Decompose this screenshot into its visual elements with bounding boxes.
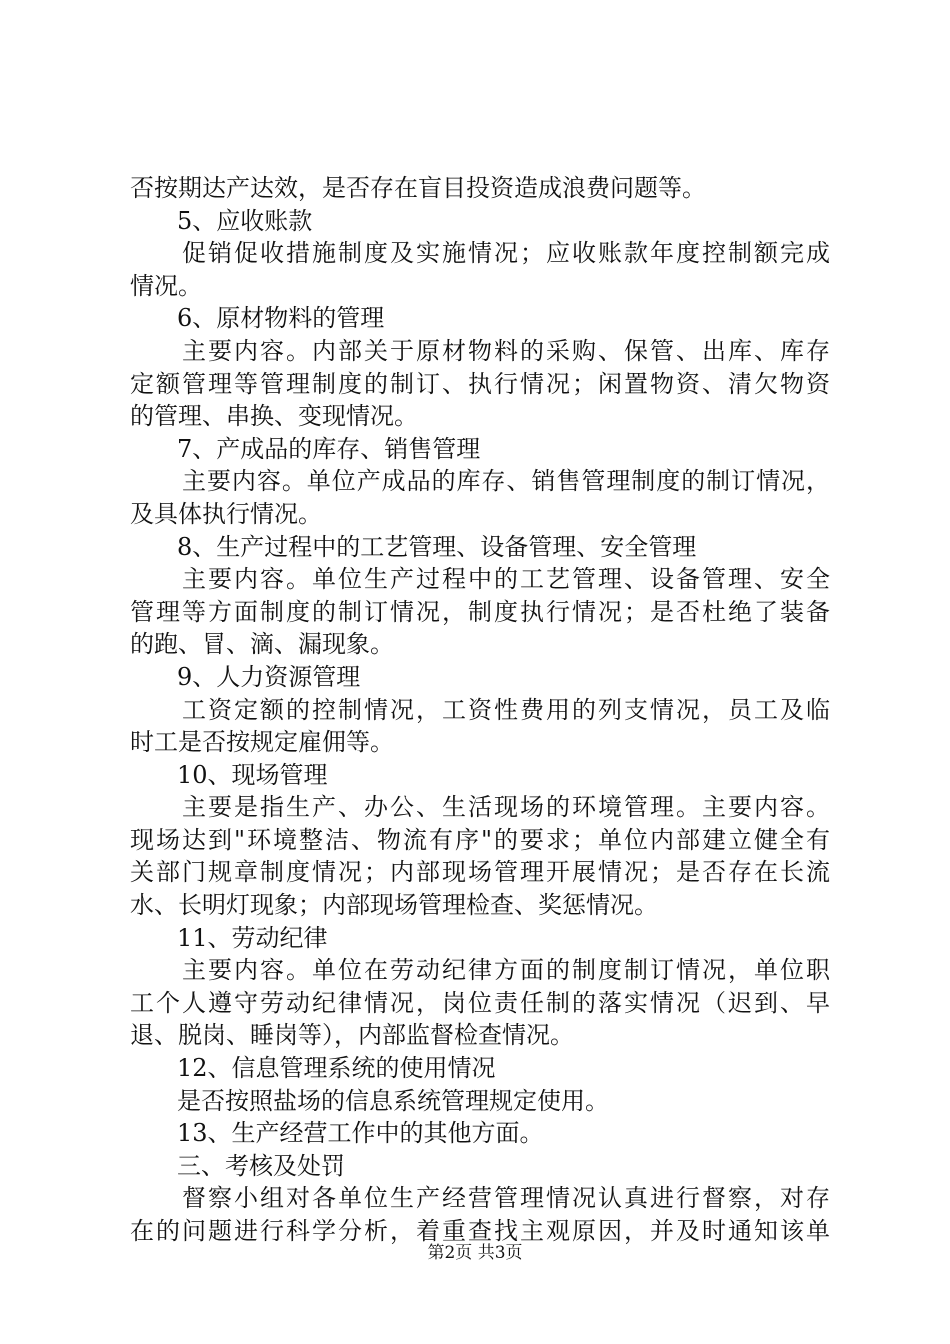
text-line: 8、生产过程中的工艺管理、设备管理、安全管理 bbox=[177, 532, 697, 561]
text-line: 水、长明灯现象；内部现场管理检查、奖惩情况。 bbox=[130, 891, 658, 920]
text-line: 5、应收账款 bbox=[177, 206, 313, 235]
text-line: 否按期达产达效，是否存在盲目投资造成浪费问题等。 bbox=[130, 174, 706, 202]
text-line: 情况。 bbox=[130, 271, 202, 300]
text-line: 11、劳动纪律 bbox=[177, 923, 328, 952]
page-footer: 第2页 共3页 bbox=[427, 1243, 523, 1263]
text-line: 在的问题进行科学分析，着重查找主观原因，并及时通知该单 bbox=[130, 1217, 830, 1245]
text-line: 关部门规章制度情况；内部现场管理开展情况；是否存在长流 bbox=[130, 858, 830, 887]
text-line: 督察小组对各单位生产经营管理情况认真进行督察，对存 bbox=[182, 1184, 830, 1213]
text-line: 的管理、串换、变现情况。 bbox=[130, 402, 418, 431]
text-line: 主要内容。内部关于原材物料的采购、保管、出库、库存 bbox=[182, 336, 830, 365]
text-line: 6、原材物料的管理 bbox=[177, 304, 385, 333]
text-line: 现场达到"环境整洁、物流有序"的要求；单位内部建立健全有 bbox=[130, 825, 830, 854]
text-line: 的跑、冒、滴、漏现象。 bbox=[130, 630, 394, 659]
text-line: 退、脱岗、睡岗等），内部监督检查情况。 bbox=[130, 1021, 574, 1050]
text-line: 是否按照盐场的信息系统管理规定使用。 bbox=[177, 1086, 609, 1115]
text-line: 促销促收措施制度及实施情况；应收账款年度控制额完成 bbox=[182, 239, 830, 268]
text-line: 主要内容。单位在劳动纪律方面的制度制订情况，单位职 bbox=[182, 956, 830, 985]
text-line: 工个人遵守劳动纪律情况，岗位责任制的落实情况（迟到、早 bbox=[130, 988, 830, 1017]
text-line: 管理等方面制度的制订情况，制度执行情况；是否杜绝了装备 bbox=[130, 597, 830, 626]
text-line: 9、人力资源管理 bbox=[177, 662, 361, 691]
text-line: 主要是指生产、办公、生活现场的环境管理。主要内容。 bbox=[182, 793, 830, 822]
document-body bbox=[130, 172, 830, 1248]
text-line: 10、现场管理 bbox=[177, 760, 328, 789]
text-line: 7、产成品的库存、销售管理 bbox=[177, 434, 481, 463]
text-line: 时工是否按规定雇佣等。 bbox=[130, 728, 394, 757]
text-line: 12、信息管理系统的使用情况 bbox=[177, 1054, 496, 1083]
text-line: 13、生产经营工作中的其他方面。 bbox=[177, 1119, 544, 1148]
text-line: 主要内容。单位产成品的库存、销售管理制度的制订情况， bbox=[182, 467, 830, 496]
text-line: 工资定额的控制情况，工资性费用的列支情况，员工及临 bbox=[182, 695, 830, 724]
text-line: 及具体执行情况。 bbox=[130, 499, 322, 528]
text-line: 主要内容。单位生产过程中的工艺管理、设备管理、安全 bbox=[182, 565, 830, 594]
text-line: 定额管理等管理制度的制订、执行情况；闲置物资、清欠物资 bbox=[130, 369, 830, 398]
text-line: 三、考核及处罚 bbox=[177, 1151, 345, 1180]
